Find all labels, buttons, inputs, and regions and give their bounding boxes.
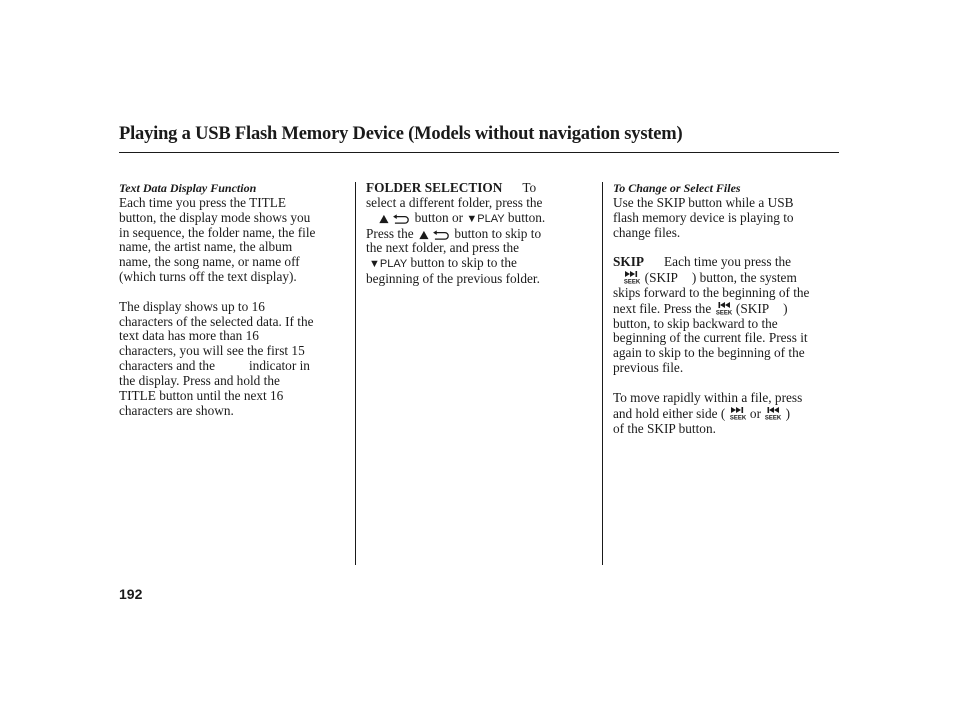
text-line: button, to skip backward to the (613, 315, 778, 331)
text-line: change files. (613, 224, 681, 240)
text-fragment: (SKIP (644, 270, 678, 286)
column-text-display (119, 181, 349, 419)
title-rule (119, 152, 839, 153)
play-label: PLAY (379, 258, 408, 271)
text-line: again to skip to the beginning of the (613, 345, 805, 361)
text-line: Use the SKIP button while a USB (613, 194, 794, 210)
text-line: button, the display mode shows you (119, 209, 311, 225)
text-fragment: ) (783, 300, 788, 316)
text-line: the next folder, and press the (366, 240, 520, 256)
section-heading-folder: FOLDER SELECTION (366, 180, 503, 195)
text-line: name, the artist name, the album (119, 239, 293, 255)
triangle-up-return-icon (417, 229, 451, 240)
section-heading-text-data: Text Data Display Function (119, 181, 257, 195)
text-fragment: Each time you press the (664, 254, 792, 270)
text-line: beginning of the previous folder. (366, 271, 540, 287)
column-divider-1 (355, 182, 356, 565)
text-line (613, 270, 839, 286)
text-fragment: indicator in (248, 358, 310, 374)
text-line (613, 255, 839, 270)
text-fragment: ) (785, 405, 791, 421)
text-line: flash memory device is playing to (613, 209, 794, 225)
triangle-up-return-icon (377, 213, 411, 224)
text-line: TITLE button until the next 16 (119, 387, 284, 403)
text-fragment: button or (414, 209, 464, 225)
column-change-files (613, 181, 839, 436)
text-fragment: and hold either side ( (613, 405, 726, 421)
section-heading-skip: SKIP (613, 254, 645, 270)
text-line: previous file. (613, 360, 684, 376)
text-line (613, 301, 839, 317)
text-line: characters, you will see the first 15 (119, 343, 305, 359)
text-line: To move rapidly within a file, press (613, 389, 803, 405)
skip-back-seek-icon (764, 406, 782, 420)
text-line: The display shows up to 16 (119, 298, 265, 314)
text-fragment: button to skip to the (410, 255, 517, 271)
column-divider-2 (602, 182, 603, 565)
text-fragment: To (522, 180, 537, 195)
text-line (366, 227, 596, 242)
text-line: characters of the selected data. If the (119, 313, 314, 329)
text-line (366, 211, 596, 227)
page-title: Playing a USB Flash Memory Device (Models without navigation system) (119, 124, 683, 144)
text-line: name, the song name, or name off (119, 254, 300, 270)
text-line: beginning of the current file. Press it (613, 330, 808, 346)
text-fragment: button to skip to (454, 225, 542, 241)
section-heading-change-files: To Change or Select Files (613, 181, 741, 195)
skip-back-seek-icon (715, 301, 733, 315)
skip-forward-seek-icon (729, 406, 747, 420)
text-line (613, 406, 839, 422)
play-label: PLAY (477, 212, 505, 225)
text-fragment: Press the (366, 225, 414, 241)
column-folder-selection (366, 181, 596, 287)
text-line: select a different folder, press the (366, 194, 543, 210)
text-fragment: characters and the (119, 358, 215, 374)
triangle-down-play-icon: ▼PLAY (466, 212, 505, 225)
text-fragment: (SKIP (735, 300, 770, 316)
text-line: in sequence, the folder name, the file (119, 224, 316, 240)
text-fragment: ) button, the system (691, 270, 797, 286)
text-line: the display. Press and hold the (119, 372, 280, 388)
page-number: 192 (119, 586, 143, 602)
skip-forward-seek-icon (623, 270, 641, 284)
text-line (119, 359, 349, 374)
text-line: of the SKIP button. (613, 420, 716, 436)
text-fragment: next file. Press the (613, 300, 712, 316)
text-fragment: button. (507, 209, 546, 225)
text-line: characters are shown. (119, 402, 234, 418)
text-line: text data has more than 16 (119, 328, 259, 344)
text-line: Each time you press the TITLE (119, 194, 287, 210)
text-line (366, 181, 596, 196)
triangle-down-play-icon: ▼PLAY (369, 258, 408, 271)
text-line: (which turns off the text display). (119, 269, 297, 285)
text-line: skips forward to the beginning of the (613, 284, 810, 300)
text-fragment: or (749, 405, 761, 421)
text-line (366, 256, 596, 272)
